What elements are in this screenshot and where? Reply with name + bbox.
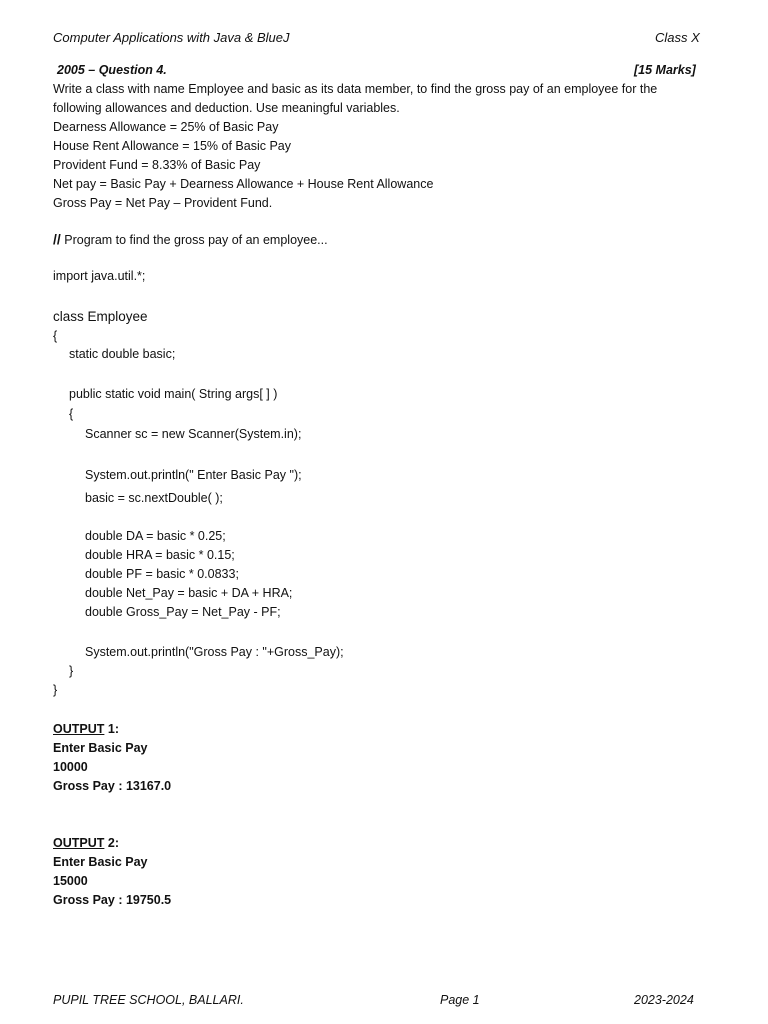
code-line-netpay: double Net_Pay = basic + DA + HRA; <box>85 586 293 600</box>
code-line-field: static double basic; <box>69 347 176 361</box>
code-line-main: public static void main( String args[ ] ) <box>69 387 278 401</box>
code-line-import: import java.util.*; <box>53 269 146 283</box>
question-line: Provident Fund = 8.33% of Basic Pay <box>53 158 261 172</box>
code-line-close-brace: } <box>69 664 74 678</box>
header-course-title: Computer Applications with Java & BlueJ <box>53 30 290 45</box>
program-comment <box>53 231 328 247</box>
output-label: OUTPUT <box>53 836 105 850</box>
output-1-heading <box>53 720 171 739</box>
output-line: Gross Pay : 19750.5 <box>53 893 172 907</box>
output-line: Enter Basic Pay <box>53 741 148 755</box>
question-marks: [15 Marks] <box>634 63 696 77</box>
comment-text: Program to find the gross pay of an employee... <box>60 233 328 247</box>
footer-page-number: Page 1 <box>440 993 480 1007</box>
output-2-block <box>53 834 171 910</box>
code-line-close-brace: } <box>53 683 58 697</box>
question-text <box>53 80 657 213</box>
question-line: Gross Pay = Net Pay – Provident Fund. <box>53 196 273 210</box>
code-line-grosspay: double Gross_Pay = Net_Pay - PF; <box>85 605 281 619</box>
output-line: Enter Basic Pay <box>53 855 148 869</box>
question-line: House Rent Allowance = 15% of Basic Pay <box>53 139 291 153</box>
code-line-scanner: Scanner sc = new Scanner(System.in); <box>85 427 302 441</box>
comment-slashes: // <box>53 231 61 247</box>
code-line-println: System.out.println(" Enter Basic Pay "); <box>85 468 302 482</box>
code-line-hra: double HRA = basic * 0.15; <box>85 548 235 562</box>
output-2-heading <box>53 834 171 853</box>
output-line: Gross Pay : 13167.0 <box>53 779 172 793</box>
footer-school: PUPIL TREE SCHOOL, BALLARI. <box>53 993 244 1007</box>
code-line-open-brace: { <box>53 329 58 343</box>
code-line-read: basic = sc.nextDouble( ); <box>85 491 223 505</box>
output-label: OUTPUT <box>53 722 105 736</box>
footer-year: 2023-2024 <box>634 993 694 1007</box>
question-line: Write a class with name Employee and basic as its data member, to find the gross pay of an employee for the <box>53 82 658 96</box>
code-line-class: class Employee <box>53 309 148 324</box>
question-title: 2005 – Question 4. <box>57 63 167 77</box>
output-number: 2: <box>104 836 119 850</box>
output-number: 1: <box>104 722 119 736</box>
code-line-print-result: System.out.println("Gross Pay : "+Gross_Pay); <box>85 645 344 659</box>
code-line-da: double DA = basic * 0.25; <box>85 529 226 543</box>
output-line: 15000 <box>53 874 88 888</box>
question-line: Dearness Allowance = 25% of Basic Pay <box>53 120 279 134</box>
output-line: 10000 <box>53 760 88 774</box>
output-1-block <box>53 720 171 796</box>
question-line: Net pay = Basic Pay + Dearness Allowance + House Rent Allowance <box>53 177 434 191</box>
header-class-label: Class X <box>655 30 700 45</box>
question-line: following allowances and deduction. Use meaningful variables. <box>53 101 400 115</box>
code-line-open-brace: { <box>69 407 74 421</box>
code-line-pf: double PF = basic * 0.0833; <box>85 567 239 581</box>
